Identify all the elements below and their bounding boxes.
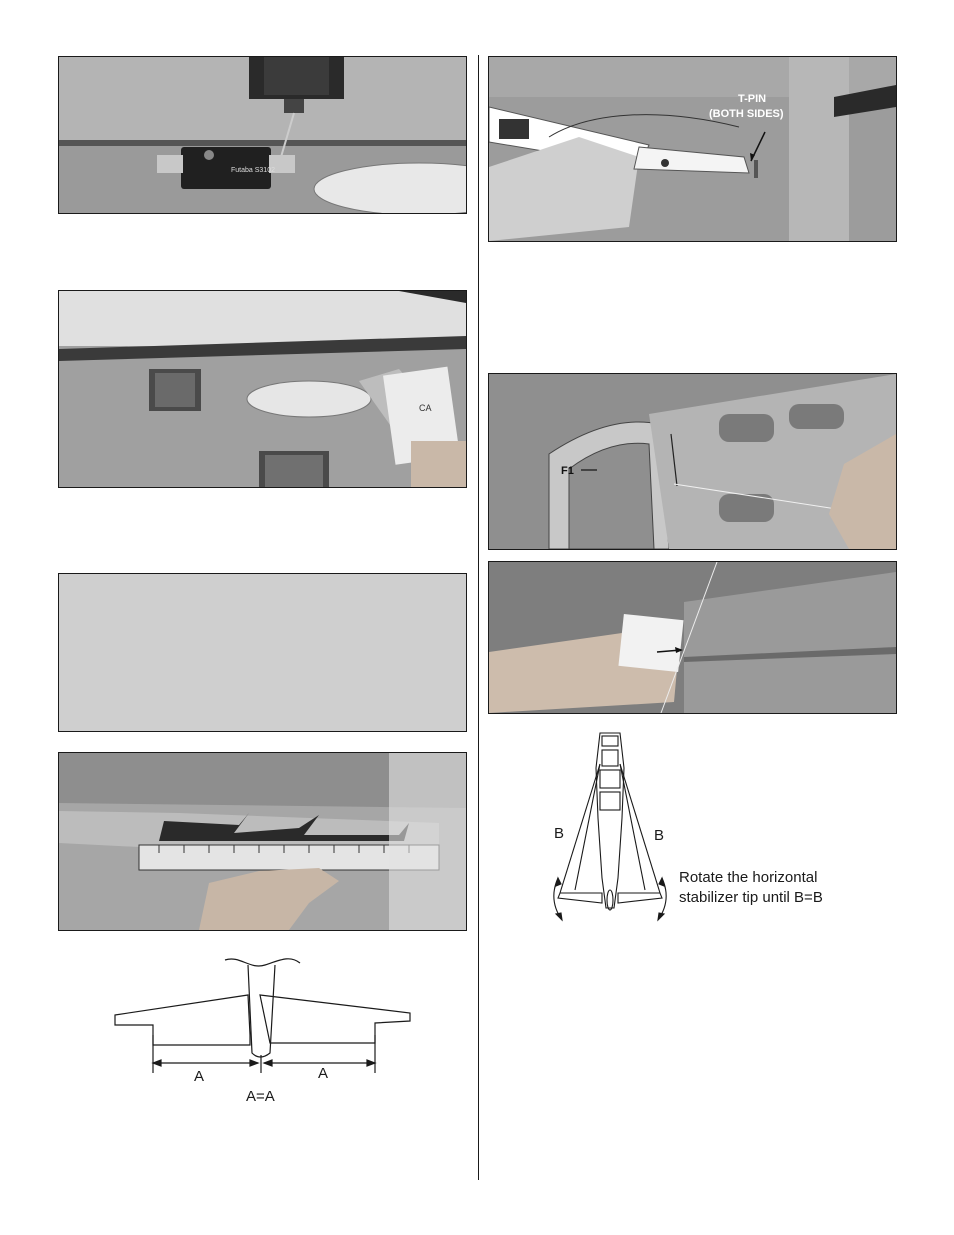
note-box [58, 573, 467, 732]
servo-label: Futaba S3102 [231, 167, 275, 174]
former-label-f1: F1 [561, 465, 574, 477]
photo-string-f1 [488, 373, 897, 550]
photo-glue-hinges [58, 290, 467, 488]
label-b-right: B [654, 827, 665, 844]
column-divider [478, 55, 479, 1180]
tpin-callout-line2: (BOTH SIDES) [709, 108, 784, 120]
label-b-left: B [554, 825, 565, 842]
diagram-a-equals-a [100, 955, 430, 1105]
photo-ruler-measure [58, 752, 467, 931]
label-a-left: A [194, 1068, 205, 1085]
photo-drill-servo [58, 56, 467, 214]
label-a-right: A [318, 1065, 329, 1082]
bottle-label: CA [419, 403, 432, 413]
caption-b-line1: Rotate the horizontal [679, 869, 818, 886]
photo-stab-tip-mark [488, 561, 897, 714]
diagram-b-equals-b [540, 728, 870, 928]
caption-b-line2: stabilizer tip until B=B [679, 889, 823, 906]
equation-a: A=A [246, 1088, 275, 1105]
photo-tpin-both-sides [488, 56, 897, 242]
tpin-callout-line1: T-PIN [738, 93, 767, 105]
